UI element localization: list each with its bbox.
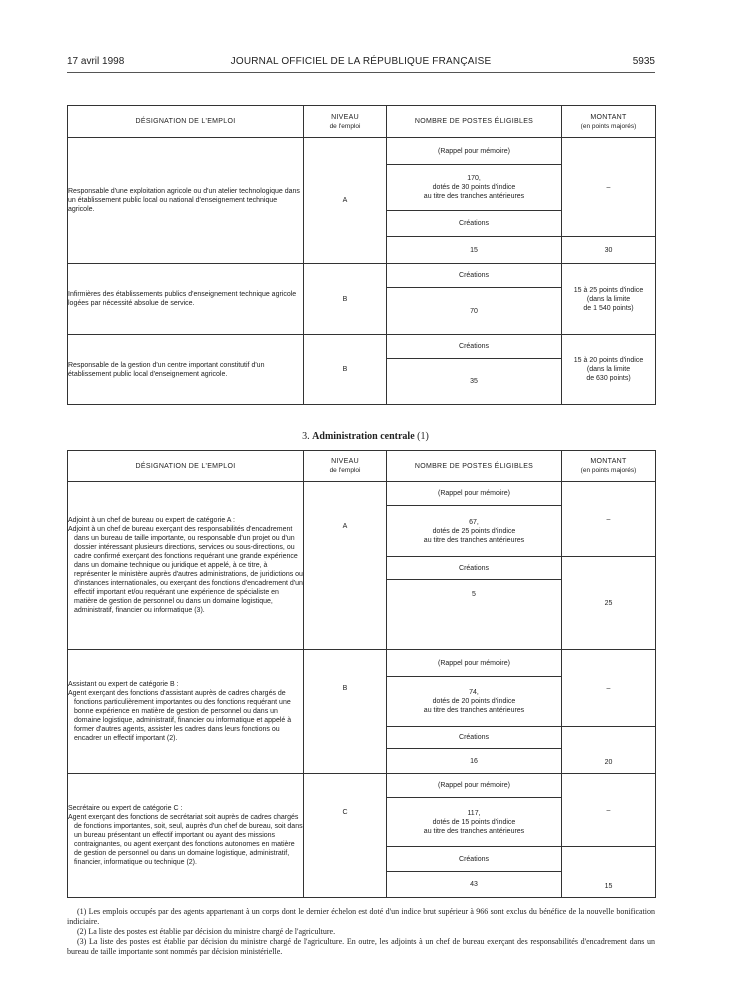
creations-label: Créations <box>387 335 562 359</box>
niveau-cell: A <box>304 138 387 264</box>
table-row <box>68 335 656 359</box>
designation-cell: Responsable d'une exploitation agricole ou d'un atelier technologique dans un établissement public local ou national d'enseignement technique agricole. <box>68 138 304 264</box>
col-header-niveau: NIVEAU de l'emploi <box>304 106 387 138</box>
creations-value: 43 <box>387 872 562 898</box>
header-date: 17 avril 1998 <box>67 56 125 67</box>
col-header-nombre: NOMBRE DE POSTES ÉLIGIBLES <box>387 106 562 138</box>
header-rule <box>67 72 655 73</box>
footnote: (3) La liste des postes est établie par décision du ministre chargé de l'agriculture. En outre, les adjoints à un chef de bureau exerçant des responsabilités d'encadrement dans un bureau de taille importante sont nommés par décision ministérielle. <box>67 937 655 956</box>
header-page-number: 5935 <box>632 56 655 67</box>
montant-cell: 20 <box>562 727 656 774</box>
col-header-niveau: NIVEAU de l'emploi <box>304 451 387 482</box>
table-row <box>68 482 656 506</box>
creations-value: 16 <box>387 749 562 774</box>
rappel-label: (Rappel pour mémoire) <box>387 650 562 677</box>
table-row <box>68 264 656 288</box>
rappel-label: (Rappel pour mémoire) <box>387 482 562 506</box>
designation-cell: Responsable de la gestion d'un centre important constitutif d'un établissement public local d'enseignement agricole. <box>68 335 304 405</box>
footnote: (1) Les emplois occupés par des agents appartenant à un corps dont le dernier échelon est doté d'un indice brut supérieur à 966 sont exclus du bénéfice de la nouvelle bonification indiciaire. <box>67 907 655 926</box>
designation-cell: Infirmières des établissements publics d'enseignement technique agricole logées par nécessité absolue de service. <box>68 264 304 335</box>
col-header-nombre: NOMBRE DE POSTES ÉLIGIBLES <box>387 451 562 482</box>
montant-cell: – <box>562 774 656 847</box>
montant-cell: 15 <box>562 847 656 898</box>
rappel-label: (Rappel pour mémoire) <box>387 774 562 798</box>
montant-cell: – <box>562 650 656 727</box>
table-header-row <box>68 106 656 138</box>
col-header-designation: DÉSIGNATION DE L'EMPLOI <box>68 106 304 138</box>
table-row <box>68 138 656 165</box>
table-header-row <box>68 451 656 482</box>
table-row <box>68 650 656 677</box>
creations-label: Créations <box>387 211 562 237</box>
col-header-montant: MONTANT (en points majorés) <box>562 106 656 138</box>
rappel-label: (Rappel pour mémoire) <box>387 138 562 165</box>
designation-cell: Secrétaire ou expert de catégorie C : Agent exerçant des fonctions de secrétariat soit auprès de cadres chargés de fonctions importantes, soit, seul, auprès d'un chef de bureau, soit dans un bureau présentant un effectif important ou ayant des missions contraignantes, ou agent exerçant des fonctions autonomes en matière de gestion de personnel ou dans un domaine logistique, administratif, financier, informatique ou technique (2). <box>68 774 304 898</box>
montant-cell: 15 à 25 points d'indice (dans la limite de 1 540 points) <box>562 264 656 335</box>
montant-cell: – <box>562 138 656 237</box>
rappel-value: 74, dotés de 20 points d'indice au titre des tranches antérieures <box>387 677 562 727</box>
table-row <box>68 774 656 798</box>
col-header-designation: DÉSIGNATION DE L'EMPLOI <box>68 451 304 482</box>
niveau-cell: C <box>304 774 387 898</box>
footnote: (2) La liste des postes est établie par décision du ministre chargé de l'agriculture. <box>77 927 336 936</box>
creations-value: 35 <box>387 359 562 405</box>
montant-cell: 30 <box>562 237 656 264</box>
footnotes <box>67 907 655 957</box>
montant-cell: 25 <box>562 557 656 650</box>
creations-label: Créations <box>387 557 562 580</box>
rappel-value: 67, dotés de 25 points d'indice au titre des tranches antérieures <box>387 506 562 557</box>
table-enseignement <box>67 105 656 405</box>
niveau-cell: B <box>304 335 387 405</box>
montant-cell: 15 à 20 points d'indice (dans la limite de 630 points) <box>562 335 656 405</box>
rappel-value: 117, dotés de 15 points d'indice au titre des tranches antérieures <box>387 798 562 847</box>
creations-label: Créations <box>387 264 562 288</box>
creations-value: 15 <box>387 237 562 264</box>
designation-cell: Adjoint à un chef de bureau ou expert de catégorie A : Adjoint à un chef de bureau exerçant des responsabilités d'encadrement dans un bureau de taille importante, ou responsable d'un projet ou d'un dossier intéressant plusieurs directions, services ou sous-directions, ou cadre confirmé exerçant des fonctions requérant une grande expérience dans un domaine technique ou juridique et appelé, à ce titre, à représenter le ministère auprès d'autres administrations, de juridictions ou d'instances internationales, ou exerçant des fonctions d'encadrement d'un effectif important et/ou requérant une expérience de spécialiste en matière de gestion de personnel ou dans un domaine logistique, administratif, financier ou informatique (3). <box>68 482 304 650</box>
col-header-montant: MONTANT (en points majorés) <box>562 451 656 482</box>
designation-cell: Assistant ou expert de catégorie B : Agent exerçant des fonctions d'assistant auprès de cadres chargés de fonctions particulièrement importantes ou des fonctions requérant une bonne expérience en matière de gestion de personnel ou dans un domaine logistique, administratif, financier ou informatique et appelé à former d'autres agents, assister les cadres dans leurs fonctions ou encadrer un effectif important (2). <box>68 650 304 774</box>
niveau-cell: B <box>304 264 387 335</box>
section-heading: 3. Administration centrale (1) <box>302 431 429 442</box>
table-administration-centrale <box>67 450 656 898</box>
rappel-value: 170, dotés de 30 points d'indice au titre des tranches antérieures <box>387 165 562 211</box>
creations-label: Créations <box>387 727 562 749</box>
creations-value: 70 <box>387 288 562 335</box>
creations-value: 5 <box>387 580 562 650</box>
creations-label: Créations <box>387 847 562 872</box>
page-header <box>67 56 655 70</box>
niveau-cell: B <box>304 650 387 774</box>
montant-cell: – <box>562 482 656 557</box>
header-journal-title: JOURNAL OFFICIEL DE LA RÉPUBLIQUE FRANÇAISE <box>230 56 492 67</box>
niveau-cell: A <box>304 482 387 650</box>
